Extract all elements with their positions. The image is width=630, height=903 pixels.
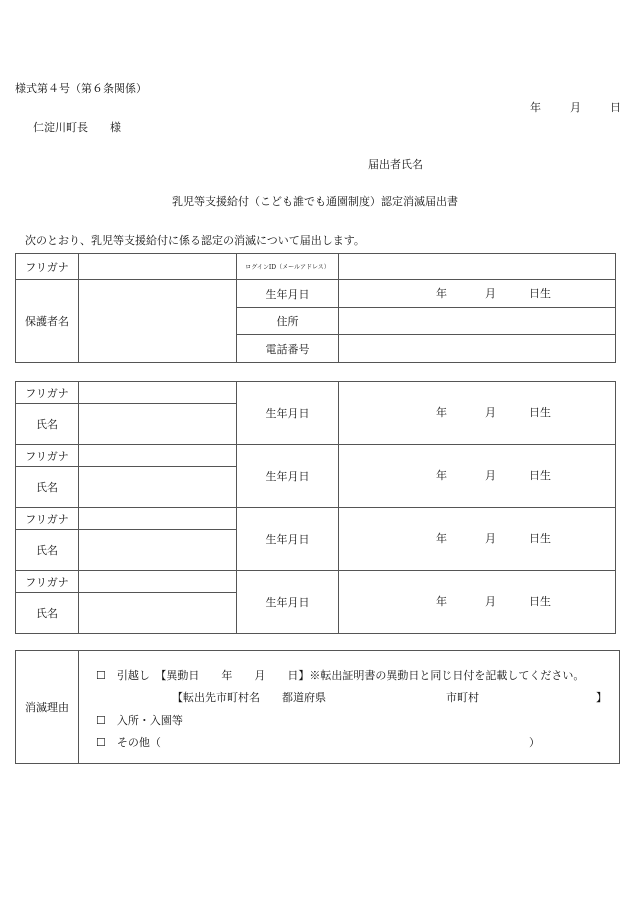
phone-label: 電話番号 — [237, 335, 339, 363]
child-name-field[interactable] — [79, 593, 237, 634]
date-day-label: 日 — [610, 101, 621, 114]
child-name-label: 氏名 — [16, 467, 79, 508]
child-furigana-field[interactable] — [79, 571, 237, 593]
phone-field[interactable] — [339, 335, 616, 363]
child-furigana-label: フリガナ — [16, 508, 79, 530]
form-number: 様式第４号（第６条関係） — [15, 82, 147, 95]
child-furigana-field[interactable] — [79, 382, 237, 404]
child-birth-month: 月 — [485, 532, 496, 545]
child-birth-day: 日生 — [529, 406, 551, 419]
child-name-field[interactable] — [79, 467, 237, 508]
child-birth-month: 月 — [485, 406, 496, 419]
child-birth-field[interactable] — [339, 382, 616, 445]
date-year-label: 年 — [530, 101, 541, 114]
child-furigana-label: フリガナ — [16, 445, 79, 467]
child-birth-year: 年 — [436, 595, 447, 608]
date-month-label: 月 — [570, 101, 581, 114]
applicant-name-label: 届出者氏名 — [368, 158, 423, 171]
guardian-name-label: 保護者名 — [16, 280, 79, 363]
child-birth-label: 生年月日 — [237, 445, 339, 508]
birth-year: 年 — [436, 287, 447, 300]
child-birth-month: 月 — [485, 469, 496, 482]
child-furigana-label: フリガナ — [16, 382, 79, 404]
addressee: 仁淀川町長 様 — [33, 121, 121, 134]
child-birth-field[interactable] — [339, 508, 616, 571]
child-birth-year: 年 — [436, 532, 447, 545]
child-birth-month: 月 — [485, 595, 496, 608]
child-birth-day: 日生 — [529, 469, 551, 482]
child-birth-label: 生年月日 — [237, 571, 339, 634]
child-birth-day: 日生 — [529, 532, 551, 545]
guardian-birth-label: 生年月日 — [237, 280, 339, 308]
destination-prefecture: 【転出先市町村名 都道府県 — [172, 691, 326, 704]
child-name-label: 氏名 — [16, 593, 79, 634]
child-birth-day: 日生 — [529, 595, 551, 608]
child-birth-field[interactable] — [339, 571, 616, 634]
child-name-label: 氏名 — [16, 530, 79, 571]
guardian-name-field[interactable] — [79, 280, 237, 363]
reason-other-option[interactable]: ☐ その他（ — [96, 736, 161, 749]
reason-moving-option[interactable]: ☐ 引越し 【異動日 年 月 日】※転出証明書の異動日と同じ日付を記載してください。 — [96, 669, 585, 682]
login-id-label: ログインID（メールアドレス） — [237, 254, 339, 280]
child-birth-label: 生年月日 — [237, 382, 339, 445]
reason-options — [79, 651, 620, 764]
guardian-birth-field[interactable] — [339, 280, 616, 308]
reason-admission-option[interactable]: ☐ 入所・入園等 — [96, 714, 183, 727]
destination-city: 市町村 — [446, 691, 479, 704]
child-birth-year: 年 — [436, 406, 447, 419]
guardian-furigana-field[interactable] — [79, 254, 237, 280]
child-name-label: 氏名 — [16, 404, 79, 445]
children-table — [15, 381, 616, 634]
child-furigana-field[interactable] — [79, 508, 237, 530]
child-birth-year: 年 — [436, 469, 447, 482]
birth-day: 日生 — [529, 287, 551, 300]
address-label: 住所 — [237, 308, 339, 335]
child-furigana-label: フリガナ — [16, 571, 79, 593]
submission-date — [530, 99, 621, 115]
child-birth-label: 生年月日 — [237, 508, 339, 571]
reason-label: 消滅理由 — [16, 651, 79, 764]
login-id-field[interactable] — [339, 254, 616, 280]
reason-other-close: ） — [529, 736, 540, 749]
destination-bracket-close: 】 — [596, 691, 607, 704]
reason-table — [15, 650, 620, 764]
document-title: 乳児等支援給付（こども誰でも通園制度）認定消滅届出書 — [172, 195, 458, 208]
birth-month: 月 — [485, 287, 496, 300]
guardian-table — [15, 253, 616, 363]
intro-text: 次のとおり、乳児等支援給付に係る認定の消滅について届出します。 — [25, 234, 365, 247]
child-name-field[interactable] — [79, 404, 237, 445]
child-furigana-field[interactable] — [79, 445, 237, 467]
child-name-field[interactable] — [79, 530, 237, 571]
address-field[interactable] — [339, 308, 616, 335]
guardian-furigana-label: フリガナ — [16, 254, 79, 280]
child-birth-field[interactable] — [339, 445, 616, 508]
